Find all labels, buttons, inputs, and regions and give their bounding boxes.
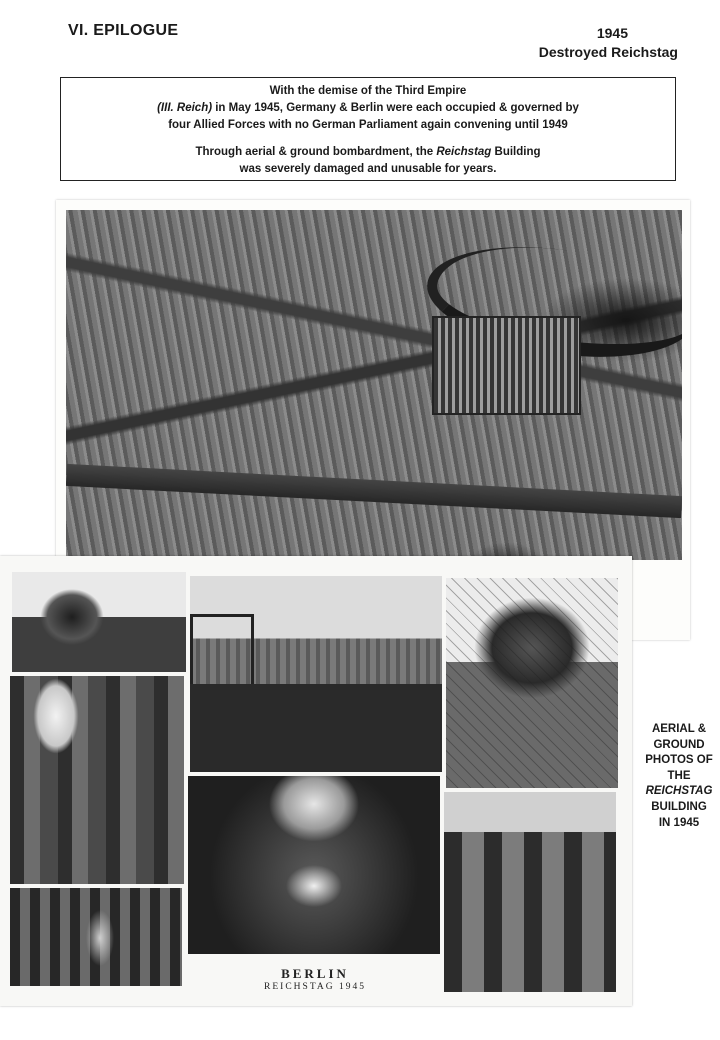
side-note-line-2: GROUND (653, 738, 705, 751)
side-note-line-6: BUILDING (651, 800, 707, 813)
info-line-4-italic: Reichstag (436, 146, 492, 158)
photo-hall-interior (10, 676, 184, 884)
info-line-4-post: Building (491, 146, 541, 158)
side-note-line-1: AERIAL & (651, 723, 707, 735)
collage-caption-subtitle: REICHSTAG 1945 (264, 982, 366, 992)
side-note-line-4: THE (667, 769, 691, 782)
side-note-line-3: PHOTOS OF (645, 754, 713, 767)
header-year: 1945 (596, 25, 628, 41)
photo-scaffold (190, 614, 254, 684)
header-caption (458, 24, 678, 62)
collage-caption-title: BERLIN (281, 966, 349, 981)
info-line-5: was severely damaged and unusable for years. (239, 163, 497, 175)
photo-corridor-interior (10, 888, 182, 986)
info-line-2-rest: in May 1945, Germany & Berlin were each occupied & governed by (212, 102, 579, 114)
header-subject: Destroyed Reichstag (538, 44, 678, 60)
collage-caption (190, 966, 440, 994)
info-box (60, 77, 676, 181)
photo-dome-interior (188, 776, 440, 954)
photo-dome-frame (446, 578, 618, 788)
side-note (640, 722, 718, 831)
photo-courtyard (444, 792, 616, 992)
side-note-line-5: REICHSTAG (645, 785, 713, 798)
info-line-3: four Allied Forces with no German Parliament again convening until 1949 (168, 119, 568, 131)
info-line-4-pre: Through aerial & ground bombardment, the (195, 146, 437, 158)
photo-dome-exterior (12, 572, 186, 672)
info-line-1: With the demise of the Third Empire (269, 85, 467, 97)
aerial-photo (66, 210, 682, 560)
aerial-road (66, 464, 682, 518)
side-note-line-7: IN 1945 (658, 816, 700, 829)
info-line-2 (61, 100, 675, 117)
photo-crowd-facade (190, 576, 442, 772)
info-line-4 (61, 144, 675, 161)
aerial-reichstag-building (434, 318, 579, 413)
section-title: VI. EPILOGUE (68, 22, 179, 39)
info-line-2-italic: (III. Reich) (157, 102, 213, 114)
